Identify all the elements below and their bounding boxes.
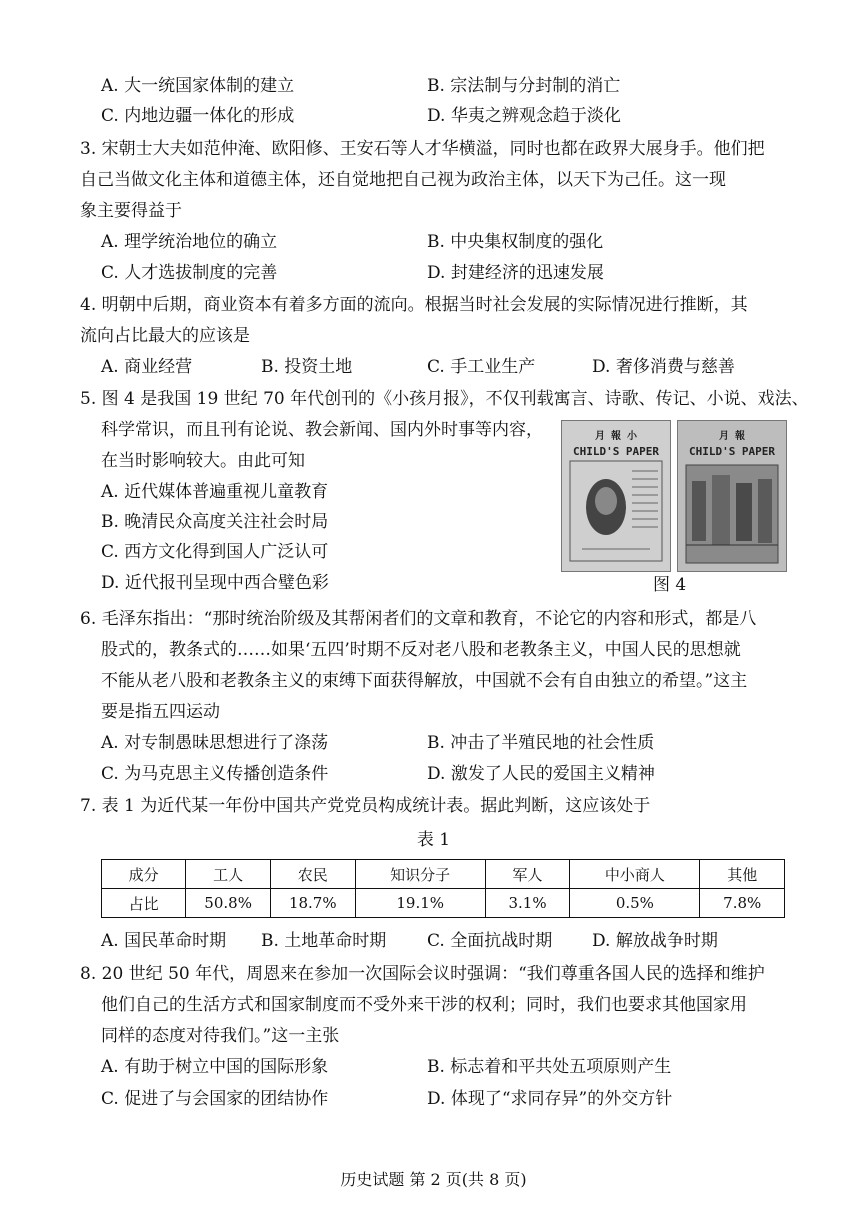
q8-option-d: D. 体现了“求同存异”的外交方针: [427, 1089, 673, 1109]
q3-option-d: D. 封建经济的迅速发展: [427, 263, 604, 283]
q6-option-a: A. 对专制愚昧思想进行了涤荡: [101, 733, 329, 753]
q2-option-c: C. 内地边疆一体化的形成: [101, 106, 295, 126]
q8-option-b: B. 标志着和平共处五项原则产生: [427, 1057, 672, 1077]
q7-option-c: C. 全面抗战时期: [427, 931, 553, 951]
q4-stem-line-2: 流向占比最大的应该是: [80, 326, 250, 346]
q6-stem-line-2: 股式的，教条式的……如果‘五四’时期不反对老八股和老教条主义，中国人民的思想就: [101, 640, 741, 660]
table-cell: 占比: [102, 889, 186, 918]
q8-stem-line-1: 8. 20 世纪 50 年代，周恩来在参加一次国际会议时强调：“我们尊重各国人民的选择和维护: [80, 964, 765, 984]
q4-option-b: B. 投资土地: [261, 357, 353, 377]
q8-stem-line-3: 同样的态度对待我们。”这一主张: [101, 1026, 340, 1046]
q6-option-d: D. 激发了人民的爱国主义精神: [427, 764, 655, 784]
q3-option-a: A. 理学统治地位的确立: [101, 232, 278, 252]
q4-option-c: C. 手工业生产: [427, 357, 536, 377]
table-header-cell: 其他: [700, 860, 785, 889]
q4-option-d: D. 奢侈消费与慈善: [592, 357, 735, 377]
q7-option-d: D. 解放战争时期: [592, 931, 718, 951]
q3-stem-line-2: 自己当做文化主体和道德主体，还自觉地把自己视为政治主体，以天下为己任。这一现: [80, 170, 726, 190]
table-header-row: [102, 860, 785, 889]
q8-option-a: A. 有助于树立中国的国际形象: [101, 1057, 329, 1077]
q5-option-b: B. 晚清民众高度关注社会时局: [101, 512, 329, 532]
q6-stem-line-1: 6. 毛泽东指出：“那时统治阶级及其帮闲者们的文章和教育，不论它的内容和形式，都是八: [80, 609, 757, 629]
table-header-cell: 农民: [270, 860, 355, 889]
cover-left-cn-title: 月 報 小: [594, 431, 638, 442]
q6-option-c: C. 为马克思主义传播创造条件: [101, 764, 329, 784]
cover-right-en-title: CHILD'S PAPER: [688, 445, 776, 458]
q3-stem-line-1: 3. 宋朝士大夫如范仲淹、欧阳修、王安石等人才华横溢，同时也都在政界大展身手。他们把: [80, 139, 765, 159]
table-row: [102, 889, 785, 918]
table-header-cell: 中小商人: [570, 860, 700, 889]
q3-option-b: B. 中央集权制度的强化: [427, 232, 604, 252]
table-header-cell: 工人: [186, 860, 271, 889]
q5-option-a: A. 近代媒体普遍重视儿童教育: [101, 482, 329, 502]
q6-stem-line-4: 要是指五四运动: [101, 702, 220, 722]
figure-4-caption: 图 4: [653, 575, 687, 595]
cover-right-illustration: [678, 421, 786, 571]
q5-option-c: C. 西方文化得到国人广泛认可: [101, 542, 329, 562]
q5-stem-line-3: 在当时影响较大。由此可知: [101, 451, 305, 471]
q3-option-c: C. 人才选拔制度的完善: [101, 263, 278, 283]
cover-left-illustration: [562, 421, 670, 571]
q4-option-a: A. 商业经营: [101, 357, 193, 377]
q8-stem-line-2: 他们自己的生活方式和国家制度而不受外来干涉的权利；同时，我们也要求其他国家用: [101, 995, 747, 1015]
figure-4-cover-right: [677, 420, 787, 572]
q7-stem: 7. 表 1 为近代某一年份中国共产党党员构成统计表。据此判断，这应该处于: [80, 796, 651, 816]
page-footer: 历史试题 第 2 页(共 8 页): [340, 1170, 527, 1189]
table-1-title: 表 1: [416, 830, 451, 850]
table-cell: 7.8%: [700, 889, 785, 918]
q6-option-b: B. 冲击了半殖民地的社会性质: [427, 733, 655, 753]
table-cell: 18.7%: [270, 889, 355, 918]
q7-option-b: B. 土地革命时期: [261, 931, 387, 951]
cover-left-en-title: CHILD'S PAPER: [572, 445, 660, 458]
q2-option-b: B. 宗法制与分封制的消亡: [427, 76, 621, 96]
table-cell: 19.1%: [355, 889, 485, 918]
cover-right-cn-title: 月 報: [718, 431, 746, 442]
table-header-cell: 成分: [102, 860, 186, 889]
q5-stem-line-1: 5. 图 4 是我国 19 世纪 70 年代创刊的《小孩月报》，不仅刊载寓言、诗歌、传记、小说、戏法、: [80, 389, 809, 409]
q7-option-a: A. 国民革命时期: [101, 931, 227, 951]
q5-stem-line-2: 科学常识，而且刊有论说、教会新闻、国内外时事等内容，: [101, 420, 543, 440]
table-header-cell: 军人: [485, 860, 570, 889]
q3-stem-line-3: 象主要得益于: [80, 201, 182, 221]
q5-option-d: D. 近代报刊呈现中西合璧色彩: [101, 573, 329, 593]
table-cell: 50.8%: [186, 889, 271, 918]
figure-4-cover-left: [561, 420, 671, 572]
table-cell: 0.5%: [570, 889, 700, 918]
table-1: [101, 859, 785, 918]
q4-stem-line-1: 4. 明朝中后期，商业资本有着多方面的流向。根据当时社会发展的实际情况进行推断，其: [80, 295, 748, 315]
q2-option-a: A. 大一统国家体制的建立: [101, 76, 295, 96]
q8-option-c: C. 促进了与会国家的团结协作: [101, 1089, 329, 1109]
q6-stem-line-3: 不能从老八股和老教条主义的束缚下面获得解放，中国就不会有自由独立的希望。”这主: [101, 671, 748, 691]
q2-option-d: D. 华夷之辨观念趋于淡化: [427, 106, 621, 126]
table-header-cell: 知识分子: [355, 860, 485, 889]
table-cell: 3.1%: [485, 889, 570, 918]
